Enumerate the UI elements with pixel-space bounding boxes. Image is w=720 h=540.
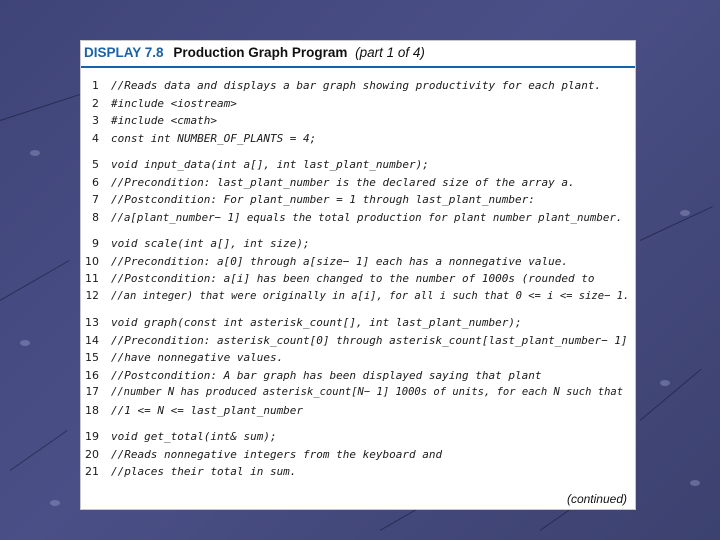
background-line [0,92,86,121]
background-dot [660,380,670,386]
line-number: 5 [92,158,99,171]
display-header [84,44,632,62]
code-block [81,428,636,481]
line-number: 12 [85,289,99,302]
code-text: //a[plant_number− 1] equals the total production for plant number plant_number. [111,210,623,224]
line-number: 8 [92,210,99,224]
code-text: #include <iostream> [111,96,237,110]
display-label: DISPLAY 7.8 [84,45,164,60]
code-line [81,332,636,350]
background-line [10,430,68,471]
code-line [81,174,636,192]
line-number: 4 [92,131,99,145]
code-line [81,428,636,446]
line-number: 14 [85,333,99,347]
line-number: 10 [85,254,99,268]
background-dot [680,210,690,216]
display-part: (part 1 of 4) [355,45,425,60]
line-number: 17 [85,386,99,398]
line-number: 13 [85,316,99,329]
line-number: 19 [85,430,99,443]
code-text: const int NUMBER_OF_PLANTS = 4; [111,131,317,145]
code-text: //Postcondition: a[i] has been changed to the number of 1000s (rounded to [111,272,595,285]
code-text: //places their total in sum. [111,465,297,478]
code-text: void graph(const int asterisk_count[], int last_plant_number); [111,316,522,329]
code-line [81,446,636,464]
code-block [81,156,636,226]
code-text: #include <cmath> [111,114,217,127]
code-text: //Postcondition: A bar graph has been displayed saying that plant [111,368,542,382]
code-text: //an integer) that were originally in a[i], for all i such that 0 <= i <= size− 1. [111,289,630,302]
line-number: 3 [92,114,99,127]
code-line [81,463,636,481]
code-text: //Precondition: asterisk_count[0] through asterisk_count[last_plant_number− 1] [111,333,628,347]
code-text: //Reads nonnegative integers from the keyboard and [111,447,443,461]
code-text: //Postcondition: For plant_number = 1 through last_plant_number: [111,193,535,206]
code-block [81,235,636,305]
line-number: 2 [92,96,99,110]
code-line [81,253,636,271]
background-dot [690,480,700,486]
code-line [81,209,636,227]
code-text: //Precondition: a[0] through a[size− 1] each has a nonnegative value. [111,254,568,268]
display-title: Production Graph Program [173,45,348,60]
code-line [81,349,636,367]
code-line [81,156,636,174]
code-listing [81,77,636,490]
code-line [81,235,636,253]
line-number: 7 [92,193,99,206]
line-number: 15 [85,351,99,364]
code-line [81,314,636,332]
line-number: 18 [85,403,99,417]
header-divider [81,66,635,68]
code-text: //1 <= N <= last_plant_number [111,403,304,417]
code-line [81,384,636,402]
code-text: void scale(int a[], int size); [111,237,310,250]
code-text: //have nonnegative values. [111,351,284,364]
line-number: 1 [92,79,99,92]
code-block [81,77,636,147]
background-dot [20,340,30,346]
code-line [81,112,636,130]
line-number: 20 [85,447,99,461]
line-number: 21 [85,465,99,478]
code-line [81,402,636,420]
continued-note: (continued) [566,492,627,506]
code-line [81,95,636,113]
code-line [81,270,636,288]
code-line [81,367,636,385]
background-line [640,369,702,421]
background-dot [50,500,60,506]
background-line [0,260,70,301]
code-line [81,77,636,95]
line-number: 6 [92,175,99,189]
background-dot [30,150,40,156]
line-number: 11 [85,272,99,285]
code-text: //Reads data and displays a bar graph showing productivity for each plant. [111,79,602,92]
code-text: void get_total(int& sum); [111,430,277,443]
code-line [81,130,636,148]
code-line [81,288,636,306]
code-text: //number N has produced asterisk_count[N− 1] 1000s of units, for each N such that [111,386,624,398]
line-number: 16 [85,368,99,382]
code-line [81,191,636,209]
line-number: 9 [92,237,99,250]
code-display-panel [80,40,636,510]
code-block [81,314,636,419]
code-text: //Precondition: last_plant_number is the declared size of the array a. [111,175,575,189]
code-text: void input_data(int a[], int last_plant_number); [111,158,429,171]
background-line [640,206,713,241]
